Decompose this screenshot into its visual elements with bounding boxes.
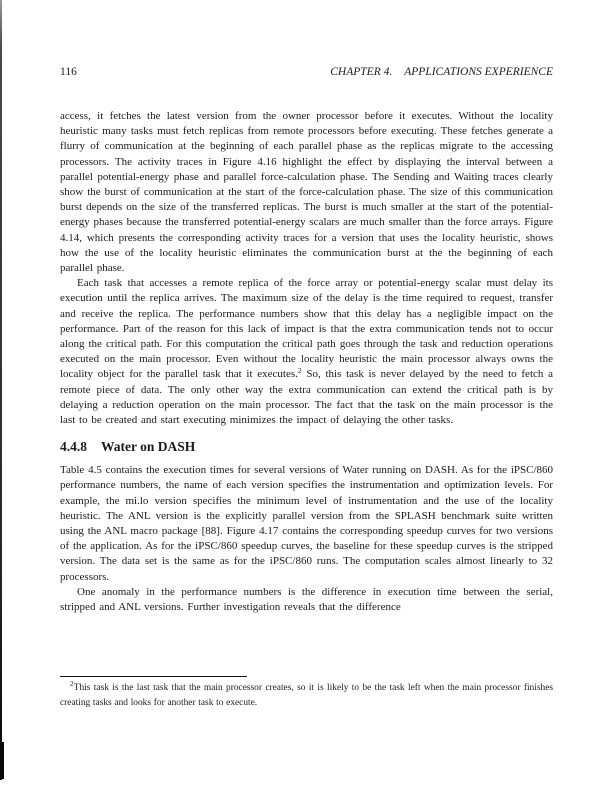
paragraph-2-text-b: So, this task is never delayed by the need to fetch a remote piece of data. The only other way the extra communication can extend the critical path is by delaying a reduction operation on the main processor. The fact that the task on the main processor is the last to be created and start executing minimizes the impact of delaying the other tasks. bbox=[60, 368, 553, 427]
paragraph-1: access, it fetches the latest version from the owner processor before it executes. Without the locality heuristic many tasks must fetch replicas from remote processors before executing. These fetches generate a flurry of communication at the beginning of each parallel phase as the replicas migrate to the accessing processors. The activity traces in Figure 4.16 highlight the effect by displaying the interval between a parallel potential-energy phase and parallel force-calculation phase. The Sending and Waiting traces clearly show the burst of communication at the start of the force-calculation phase. The size of this communication burst depends on the size of the transferred replicas. The burst is much smaller at the start of the potential-energy phases because the transferred potential-energy scalars are much smaller than the force arrays. Figure 4.14, which presents the corresponding activity traces for a version that uses the locality heuristic, shows how the use of the locality heuristic eliminates the communication burst at the the beginning of each parallel phase. bbox=[60, 110, 553, 275]
paragraph-4: One anomaly in the performance numbers is the difference in execution time between the serial, stripped and ANL versions. Further investigation reveals that the difference bbox=[60, 585, 553, 614]
page-number: 116 bbox=[60, 66, 77, 78]
running-header bbox=[60, 66, 553, 78]
footnote-block bbox=[60, 676, 553, 711]
chapter-title: APPLICATIONS EXPERIENCE bbox=[404, 66, 553, 78]
section-heading bbox=[60, 439, 553, 455]
footnote-marker: 2 bbox=[70, 679, 74, 688]
paragraph-2 bbox=[60, 276, 553, 428]
scan-artifact-left-edge-bottom bbox=[0, 742, 4, 779]
running-header-chapter bbox=[330, 66, 553, 78]
footnote-reference-marker: 2 bbox=[297, 366, 302, 376]
section-number: 4.4.8 bbox=[60, 439, 87, 455]
footnote-text bbox=[60, 681, 553, 711]
footnote-body: This task is the last task that the main processor creates, so it is likely to be the task left when the main processor finishes creating tasks and looks for another task to execute. bbox=[60, 683, 553, 708]
body-text bbox=[60, 109, 553, 615]
section-title: Water on DASH bbox=[101, 439, 196, 455]
scan-artifact-left-edge bbox=[0, 0, 2, 780]
chapter-number: CHAPTER 4. bbox=[330, 66, 393, 78]
footnote-rule bbox=[60, 676, 247, 677]
paragraph-3: Table 4.5 contains the execution times for several versions of Water running on DASH. As for the iPSC/860 performance numbers, the name of each version specifies the instrumentation and optimization levels. For example, the mi.lo version specifies the minimum level of instrumentation and the use of the locality heuristic. The ANL version is the explicitly parallel version from the SPLASH benchmark suite written using the ANL macro package [88]. Figure 4.17 contains the corresponding speedup curves for two versions of the application. As for the iPSC/860 speedup curves, the baseline for these speedup curves is the stripped version. The data set is the same as for the iPSC/860 runs. The computation scales almost linearly to 32 processors. bbox=[60, 464, 553, 583]
paragraph-2-text-a: Each task that accesses a remote replica of the force array or potential-energy scalar must delay its execution until the replica arrives. The maximum size of the delay is the time required to request, transfer and receive the replica. The performance numbers show that this delay has a negligible impact on the performance. Part of the reason for this lack of impact is that the extra communication tends not to occur along the critical path. For this computation the critical path goes through the task and reduction operations executed on the main processor. Even without the locality heuristic the main processor always owns the locality object for the parallel task that it executes. bbox=[60, 277, 553, 381]
